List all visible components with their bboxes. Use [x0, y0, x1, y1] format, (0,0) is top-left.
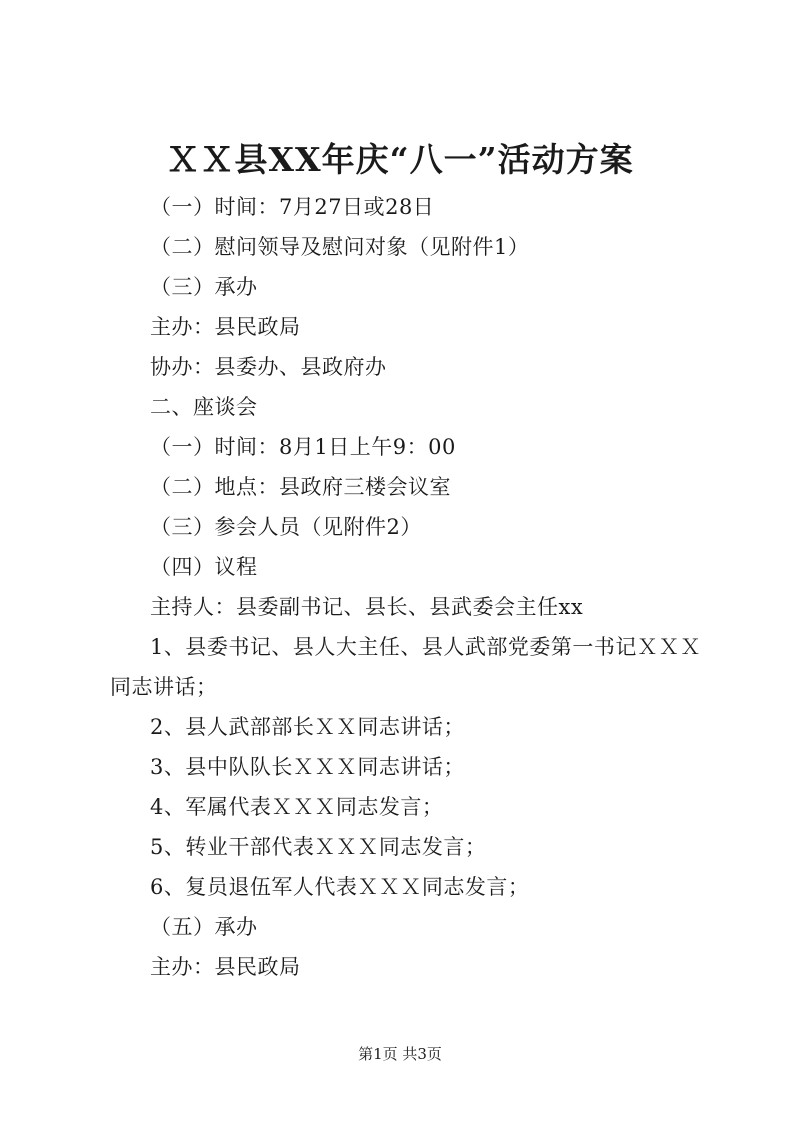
- moderator-line: 主持人：县委副书记、县长、县武委会主任xx: [150, 595, 584, 619]
- organizer-heading-2: （五）承办: [150, 915, 258, 939]
- agenda-item-1: 1、县委书记、县人大主任、县人武部党委第一书记ＸＸＸ: [150, 635, 702, 659]
- document-title: ＸＸ县XX年庆“八一”活动方案: [166, 140, 634, 179]
- agenda-item-4: 4、军属代表ＸＸＸ同志发言；: [150, 795, 444, 819]
- agenda-item-6: 6、复员退伍军人代表ＸＸＸ同志发言；: [150, 875, 530, 899]
- agenda-item-5: 5、转业干部代表ＸＸＸ同志发言；: [150, 835, 487, 859]
- agenda-item-3: 3、县中队队长ＸＸＸ同志讲话；: [150, 755, 465, 779]
- section-heading-symposium: 二、座谈会: [150, 395, 258, 419]
- agenda-item-2: 2、县人武部部长ＸＸ同志讲话；: [150, 715, 465, 739]
- agenda-heading: （四）议程: [150, 555, 258, 579]
- symposium-location-line: （二）地点：县政府三楼会议室: [150, 475, 451, 499]
- time-line: （一）时间：7月27日或28日: [150, 195, 435, 219]
- attendees-line: （三）参会人员（见附件2）: [150, 515, 422, 539]
- condolence-targets-line: （二）慰问领导及慰问对象（见附件1）: [150, 235, 530, 259]
- host-line: 主办：县民政局: [150, 315, 301, 339]
- host-line-2: 主办：县民政局: [150, 955, 301, 979]
- co-host-line: 协办：县委办、县政府办: [150, 355, 387, 379]
- agenda-item-1-continued: 同志讲话；: [110, 675, 218, 699]
- symposium-time-line: （一）时间：8月1日上午9：00: [150, 435, 456, 459]
- organizer-heading: （三）承办: [150, 275, 258, 299]
- page-number: 第1页 共3页: [358, 1045, 442, 1063]
